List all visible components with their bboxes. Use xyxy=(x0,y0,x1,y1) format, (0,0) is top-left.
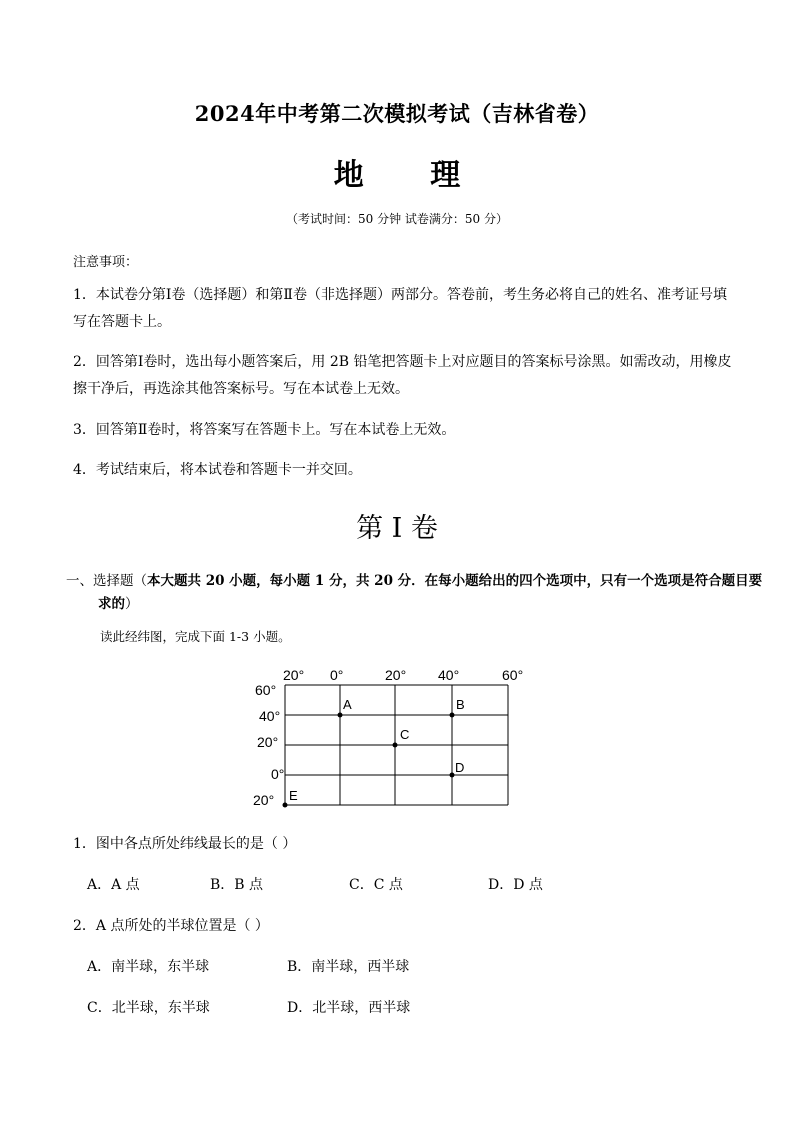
question-option: D．北半球，西半球 xyxy=(287,1000,411,1016)
part-suffix: ） xyxy=(125,596,139,612)
question-option: B．南半球，西半球 xyxy=(287,959,410,975)
question-option: A．南半球，东半球 xyxy=(87,959,210,975)
point-d-label: D xyxy=(455,760,465,775)
section-heading: 第 I 卷 xyxy=(356,513,438,544)
point-a-label: A xyxy=(343,697,352,712)
part-rules: 本大题共 20 小题，每小题 1 分，共 20 分．在每小题给出的四个选项中，只有一个选项是符合题目要求的 xyxy=(98,573,763,612)
point-e-label: E xyxy=(289,788,298,803)
question-stem: 1．图中各点所处纬线最长的是（ ） xyxy=(73,836,297,852)
point-e-marker xyxy=(283,803,288,808)
notes-heading: 注意事项： xyxy=(73,255,139,270)
part-prefix: 一、选择题（ xyxy=(66,573,147,589)
point-c-marker xyxy=(393,743,398,748)
question-option: B．B 点 xyxy=(210,877,264,893)
note-item: 1．本试卷分第Ⅰ卷（选择题）和第Ⅱ卷（非选择题）两部分。答卷前，考生务必将自己的姓名、准考证号填写在答题卡上。 xyxy=(73,287,727,330)
exam-info: （考试时间：50 分钟 试卷满分：50 分） xyxy=(286,212,508,226)
question-option: C．C 点 xyxy=(349,877,403,893)
question-option: A．A 点 xyxy=(87,877,140,893)
question-stem: 2．A 点所处的半球位置是（ ） xyxy=(73,918,269,934)
latitude-label: 40° xyxy=(259,708,281,724)
latitude-label: 20° xyxy=(253,792,275,808)
part-intro xyxy=(66,570,768,616)
note-item: 2．回答第Ⅰ卷时，选出每小题答案后，用 2B 铅笔把答题卡上对应题目的答案标号涂黑。如需改动，用橡皮擦干净后，再选涂其他答案标号。写在本试卷上无效。 xyxy=(73,354,732,397)
longitude-label: 60° xyxy=(502,667,524,683)
longitude-label: 0° xyxy=(330,667,344,683)
latitude-label: 0° xyxy=(271,766,285,782)
map-instruction: 读此经纬图，完成下面 1-3 小题。 xyxy=(100,629,291,644)
point-b-marker xyxy=(450,713,455,718)
latitude-longitude-grid xyxy=(240,660,540,815)
point-c-label: C xyxy=(400,727,410,742)
question-option: D．D 点 xyxy=(488,877,543,893)
longitude-label: 20° xyxy=(283,667,305,683)
latitude-label: 20° xyxy=(257,734,279,750)
point-a-marker xyxy=(338,713,343,718)
point-d-marker xyxy=(450,773,455,778)
subject-title: 地 理 xyxy=(333,158,489,193)
note-item: 4．考试结束后，将本试卷和答题卡一并交回。 xyxy=(73,462,362,478)
note-item: 3．回答第Ⅱ卷时，将答案写在答题卡上。写在本试卷上无效。 xyxy=(73,422,456,438)
longitude-label: 40° xyxy=(438,667,460,683)
question-option: C．北半球，东半球 xyxy=(87,1000,210,1016)
point-b-label: B xyxy=(456,697,465,712)
exam-title: 2024年中考第二次模拟考试（吉林省卷） xyxy=(194,101,600,126)
latitude-label: 60° xyxy=(255,682,277,698)
longitude-label: 20° xyxy=(385,667,407,683)
